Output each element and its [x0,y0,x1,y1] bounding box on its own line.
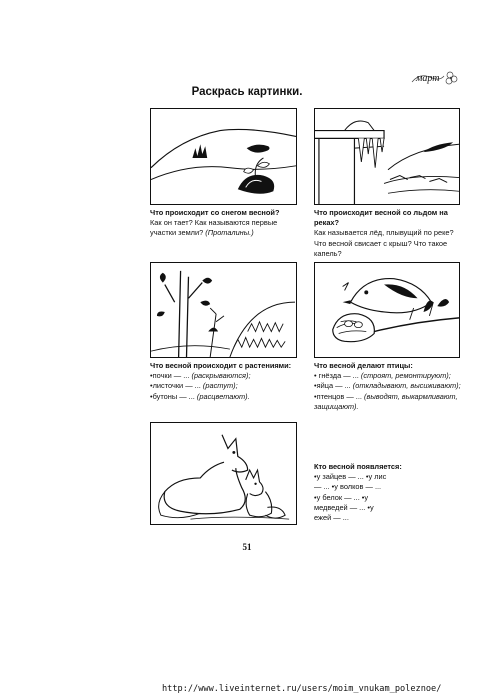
task-animals-list [314,472,414,523]
task-plants-question: Что весной происходит с растениями: [150,361,292,370]
list-item: • гнёзда — ... (строят, ремонтируют); [314,371,451,381]
picture-snow-thawing [150,108,297,205]
page-title: Раскрась картинки. [191,86,303,98]
task-snow [150,208,298,239]
picture-fox-cub [150,422,297,525]
task-snow-text: Как он тает? Как называются первые участки земли? [150,218,278,238]
picture-spring-plants [150,262,297,358]
list-item: •почки — ... (раскрываются); [150,371,251,381]
task-plants-list [150,371,298,402]
task-snow-answer: (Проталины.) [205,228,254,238]
task-plants [150,361,298,402]
list-item: — ... •у волков — ... [314,482,382,492]
source-url: http://www.liveinternet.ru/users/moim_vnukam_poleznoe/ [162,684,442,694]
task-ice-question: Что происходит весной со льдом на реках? [314,208,448,228]
list-item: •птенцов — ... (выводят, выкармливают, защищают). [314,391,458,411]
list-item: •яйца — ... (откладывают, высиживают); [314,381,461,391]
picture-bird-nest [314,262,460,358]
task-snow-question: Что происходит со снегом весной? [150,208,280,217]
task-birds-question: Что весной делают птицы: [314,361,413,370]
list-item: медведей — ... •у [314,502,374,512]
list-item: •бутоны — ... (расцветают). [150,391,250,401]
list-item: •листочки — ... (растут); [150,381,238,391]
month-label: март [416,73,440,84]
task-birds [314,361,461,412]
task-ice [314,208,461,259]
list-item: ежей — ... [314,513,349,523]
list-item: •у зайцев — ... •у лис [314,472,387,482]
task-birds-list [314,371,461,412]
list-item: •у белок — ... •у [314,492,369,502]
page-number: 51 [242,542,252,552]
task-animals [314,462,414,523]
task-animals-question: Кто весной появляется: [314,462,402,471]
task-ice-text: Как называется лёд, плывущий по реке? Что весной свисает с крыш? Что такое капель? [314,228,454,258]
picture-icicles-river [314,108,460,205]
